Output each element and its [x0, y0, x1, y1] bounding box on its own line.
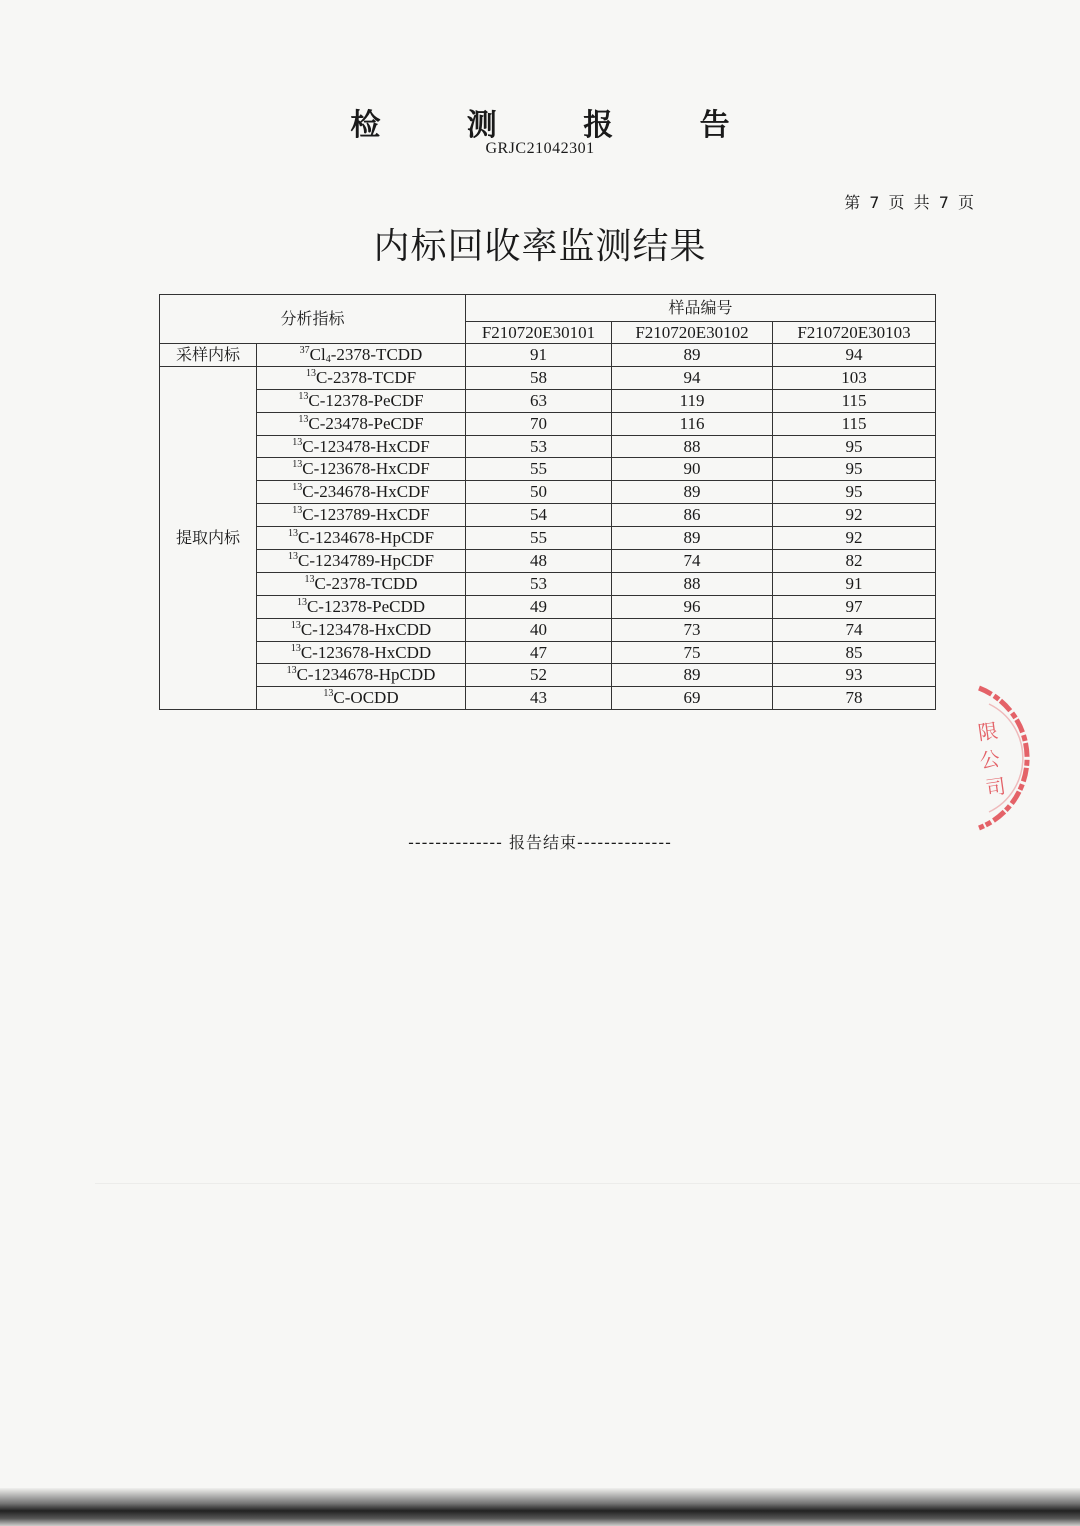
table-row [160, 481, 936, 504]
compound-name [257, 412, 466, 435]
compound-suffix: C-12378-PeCDD [306, 596, 426, 616]
value-cell: 73 [612, 618, 773, 641]
table-row [160, 641, 936, 664]
isotope-mass: 13 [292, 459, 303, 471]
compound-suffix: C-1234789-HpCDF [298, 550, 435, 570]
value-cell: 82 [773, 550, 936, 573]
table-row [160, 389, 936, 412]
compound-name [257, 618, 466, 641]
isotope-mass: 13 [298, 413, 309, 425]
value-cell: 43 [466, 687, 612, 710]
value-cell: 95 [773, 481, 936, 504]
header-indicator: 分析指标 [160, 295, 466, 344]
page-indicator: 第 7 页 共 7 页 [844, 193, 974, 212]
scan-artifact [95, 1183, 1080, 1184]
group-extraction-label: 提取内标 [160, 366, 257, 709]
scan-edge-shadow [0, 1488, 1080, 1526]
seal-text: 限公司 [976, 718, 1008, 801]
value-cell: 89 [612, 481, 773, 504]
isotope-mass: 13 [323, 688, 334, 700]
isotope-mass: 13 [304, 573, 315, 585]
value-cell: 95 [773, 435, 936, 458]
value-cell: 69 [612, 687, 773, 710]
value-cell: 53 [466, 572, 612, 595]
table-row [160, 687, 936, 710]
table-header-row [160, 295, 936, 322]
value-cell: 92 [773, 504, 936, 527]
value-cell: 115 [773, 412, 936, 435]
value-cell: 70 [466, 412, 612, 435]
table-row [160, 527, 936, 550]
compound-name [257, 458, 466, 481]
isotope-mass: 13 [290, 642, 301, 654]
isotope-mass: 13 [292, 436, 303, 448]
value-cell: 55 [466, 458, 612, 481]
value-cell: 91 [773, 572, 936, 595]
compound-suffix: C-123678-HxCDD [300, 642, 432, 662]
isotope-mass: 13 [290, 619, 301, 631]
value-cell: 49 [466, 595, 612, 618]
value-cell: 48 [466, 550, 612, 573]
value-cell: 55 [466, 527, 612, 550]
report-number: GRJC21042301 [485, 140, 595, 157]
value-cell: 54 [466, 504, 612, 527]
value-cell: 91 [466, 344, 612, 367]
value-cell: 40 [466, 618, 612, 641]
value-cell: 74 [612, 550, 773, 573]
value-cell: 89 [612, 527, 773, 550]
compound-name [257, 504, 466, 527]
compound-name [257, 687, 466, 710]
compound-name [257, 572, 466, 595]
compound-name [257, 641, 466, 664]
compound-name [257, 366, 466, 389]
report-end-marker: -------------- 报告结束-------------- [408, 833, 672, 852]
compound-suffix: C-123678-HxCDF [302, 459, 430, 479]
compound-suffix: C-123478-HxCDF [302, 436, 430, 456]
table-row [160, 550, 936, 573]
company-seal [975, 678, 1080, 838]
value-cell: 86 [612, 504, 773, 527]
value-cell: 97 [773, 595, 936, 618]
value-cell: 115 [773, 389, 936, 412]
value-cell: 92 [773, 527, 936, 550]
compound-name [257, 527, 466, 550]
value-cell: 93 [773, 664, 936, 687]
value-cell: 50 [466, 481, 612, 504]
compound-suffix: C-1234678-HpCDD [296, 665, 436, 685]
value-cell: 88 [612, 435, 773, 458]
compound-suffix: C-12378-PeCDF [308, 390, 424, 410]
isotope-mass: 13 [292, 505, 303, 517]
value-cell: 47 [466, 641, 612, 664]
isotope-mass: 37 [299, 344, 310, 356]
value-cell: 96 [612, 595, 773, 618]
compound-name [257, 664, 466, 687]
compound-suffix: C-23478-PeCDF [308, 413, 424, 433]
value-cell: 116 [612, 412, 773, 435]
table-row [160, 595, 936, 618]
table-row [160, 435, 936, 458]
isotope-mass: 13 [298, 390, 309, 402]
value-cell: 75 [612, 641, 773, 664]
table-row [160, 572, 936, 595]
sample-id-3: F210720E30103 [773, 322, 936, 344]
sample-id-2: F210720E30102 [612, 322, 773, 344]
isotope-mass: 13 [286, 665, 297, 677]
report-title: 检 测 报 告 [350, 108, 768, 143]
compound-name [257, 389, 466, 412]
value-cell: 52 [466, 664, 612, 687]
atom-count: 4 [325, 353, 331, 365]
compound-name [257, 595, 466, 618]
value-cell: 90 [612, 458, 773, 481]
compound-suffix: C-123789-HxCDF [302, 505, 430, 525]
table-row [160, 664, 936, 687]
table-row [160, 458, 936, 481]
value-cell: 95 [773, 458, 936, 481]
value-cell: 85 [773, 641, 936, 664]
value-cell: 78 [773, 687, 936, 710]
section-title: 内标回收率监测结果 [373, 226, 707, 267]
compound-suffix: C-2378-TCDD [314, 573, 418, 593]
table-row [160, 618, 936, 641]
value-cell: 94 [773, 344, 936, 367]
value-cell: 63 [466, 389, 612, 412]
isotope-mass: 13 [288, 528, 298, 540]
value-cell: 74 [773, 618, 936, 641]
group-sampling-label: 采样内标 [160, 344, 257, 367]
compound-name [257, 344, 466, 367]
value-cell: 89 [612, 344, 773, 367]
compound-suffix: C-123478-HxCDD [300, 619, 432, 639]
compound-name [257, 550, 466, 573]
value-cell: 94 [612, 366, 773, 389]
value-cell: 89 [612, 664, 773, 687]
isotope-mass: 13 [288, 550, 298, 562]
value-cell: 119 [612, 389, 773, 412]
compound-name [257, 481, 466, 504]
header-sample-id: 样品编号 [466, 295, 936, 322]
table-row [160, 504, 936, 527]
isotope-mass: 13 [292, 482, 303, 494]
compound-suffix: C-OCDD [333, 688, 399, 708]
isotope-mass: 13 [305, 367, 316, 379]
compound-suffix: C-2378-TCDF [315, 367, 417, 387]
recovery-rate-table [159, 294, 936, 710]
value-cell: 58 [466, 366, 612, 389]
table-row [160, 344, 936, 367]
isotope-mass: 13 [296, 596, 307, 608]
compound-suffix: C-1234678-HpCDF [298, 528, 435, 548]
value-cell: 88 [612, 572, 773, 595]
element: Cl [309, 344, 326, 364]
compound-name [257, 435, 466, 458]
compound-suffix: C-234678-HxCDF [302, 482, 430, 502]
table-row [160, 412, 936, 435]
compound-suffix: -2378-TCDD [330, 344, 423, 364]
value-cell: 53 [466, 435, 612, 458]
sample-id-1: F210720E30101 [466, 322, 612, 344]
value-cell: 103 [773, 366, 936, 389]
table-row [160, 366, 936, 389]
